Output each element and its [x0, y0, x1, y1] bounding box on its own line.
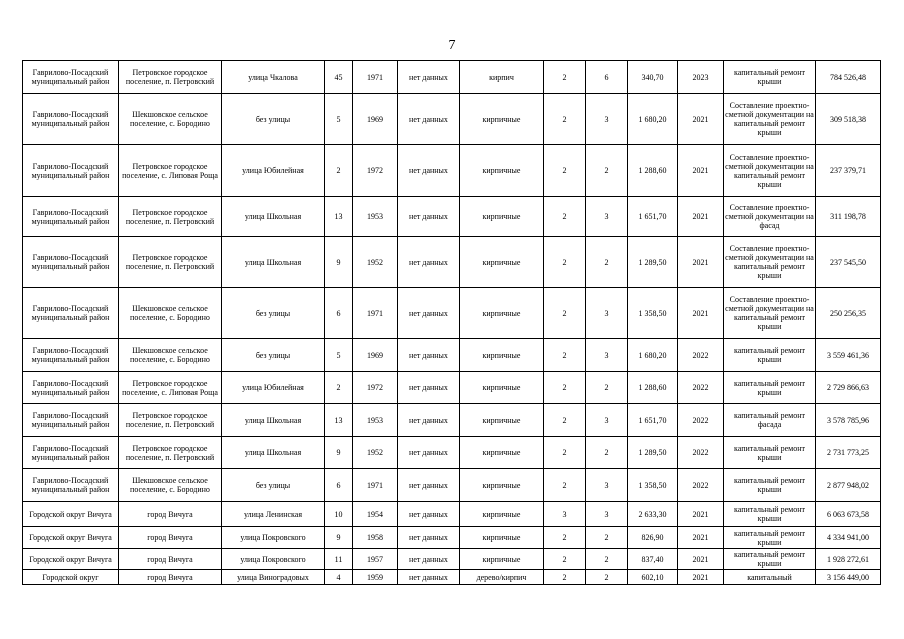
cell-cost: 4 334 941,00 — [816, 527, 881, 549]
cell-settlement: Шекшовское сельское поселение, с. Бородино — [119, 288, 222, 339]
cell-area: 1 288,60 — [628, 372, 678, 404]
cell-area: 1 288,60 — [628, 145, 678, 197]
cell-cost: 2 729 866,63 — [816, 372, 881, 404]
cell-build-year: 1971 — [353, 288, 398, 339]
cell-street: улица Школьная — [222, 404, 325, 437]
cell-wall-material: кирпичные — [460, 404, 544, 437]
cell-floors: 3 — [544, 502, 586, 527]
cell-wall-material: кирпичные — [460, 94, 544, 145]
cell-work-type: Составление проектно-сметной документации на капитальный ремонт крыши — [724, 288, 816, 339]
cell-year: 2021 — [678, 288, 724, 339]
cell-municipality: Гаврилово-Посадский муниципальный район — [23, 437, 119, 469]
cell-year: 2022 — [678, 404, 724, 437]
cell-build-year: 1958 — [353, 527, 398, 549]
cell-cost: 237 379,71 — [816, 145, 881, 197]
cell-house-number: 10 — [325, 502, 353, 527]
cell-house-number: 13 — [325, 404, 353, 437]
cell-area: 837,40 — [628, 549, 678, 570]
cell-entrances: 3 — [586, 197, 628, 237]
cell-area: 1 680,20 — [628, 339, 678, 372]
cell-data-status: нет данных — [398, 469, 460, 502]
cell-municipality: Гаврилово-Посадский муниципальный район — [23, 339, 119, 372]
cell-settlement: Петровское городское поселение, п. Петровский — [119, 437, 222, 469]
cell-area: 1 358,50 — [628, 288, 678, 339]
cell-house-number: 9 — [325, 527, 353, 549]
cell-data-status: нет данных — [398, 404, 460, 437]
cell-work-type: Составление проектно-сметной документации на капитальный ремонт крыши — [724, 237, 816, 288]
cell-year: 2021 — [678, 570, 724, 585]
cell-work-type: капитальный ремонт крыши — [724, 469, 816, 502]
cell-floors: 2 — [544, 527, 586, 549]
cell-data-status: нет данных — [398, 372, 460, 404]
cell-cost: 309 518,38 — [816, 94, 881, 145]
cell-street: без улицы — [222, 94, 325, 145]
cell-street: улица Школьная — [222, 437, 325, 469]
cell-build-year: 1953 — [353, 197, 398, 237]
table-row — [23, 145, 881, 197]
cell-area: 340,70 — [628, 61, 678, 94]
cell-floors: 2 — [544, 61, 586, 94]
cell-year: 2022 — [678, 469, 724, 502]
cell-house-number: 9 — [325, 237, 353, 288]
cell-area: 1 680,20 — [628, 94, 678, 145]
cell-cost: 3 578 785,96 — [816, 404, 881, 437]
table-row — [23, 94, 881, 145]
cell-street: без улицы — [222, 288, 325, 339]
cell-street: без улицы — [222, 469, 325, 502]
cell-data-status: нет данных — [398, 527, 460, 549]
cell-municipality: Гаврилово-Посадский муниципальный район — [23, 145, 119, 197]
table-row — [23, 339, 881, 372]
cell-settlement: город Вичуга — [119, 502, 222, 527]
cell-settlement: Шекшовское сельское поселение, с. Бородино — [119, 469, 222, 502]
cell-year: 2021 — [678, 94, 724, 145]
cell-area: 2 633,30 — [628, 502, 678, 527]
cell-work-type: Составление проектно-сметной документации на капитальный ремонт крыши — [724, 145, 816, 197]
cell-build-year: 1971 — [353, 469, 398, 502]
cell-municipality: Гаврилово-Посадский муниципальный район — [23, 372, 119, 404]
cell-build-year: 1952 — [353, 237, 398, 288]
cell-area: 1 651,70 — [628, 197, 678, 237]
table-row — [23, 570, 881, 585]
cell-municipality: Гаврилово-Посадский муниципальный район — [23, 237, 119, 288]
cell-street: улица Чкалова — [222, 61, 325, 94]
table-row — [23, 404, 881, 437]
cell-entrances: 3 — [586, 288, 628, 339]
cell-cost: 6 063 673,58 — [816, 502, 881, 527]
cell-house-number: 5 — [325, 94, 353, 145]
cell-floors: 2 — [544, 549, 586, 570]
cell-municipality: Гаврилово-Посадский муниципальный район — [23, 94, 119, 145]
table-row — [23, 237, 881, 288]
table-row — [23, 469, 881, 502]
cell-floors: 2 — [544, 570, 586, 585]
cell-settlement: город Вичуга — [119, 549, 222, 570]
cell-house-number: 11 — [325, 549, 353, 570]
cell-entrances: 2 — [586, 570, 628, 585]
table-body — [23, 61, 881, 585]
table-row — [23, 437, 881, 469]
cell-municipality: Гаврилово-Посадский муниципальный район — [23, 61, 119, 94]
cell-entrances: 2 — [586, 549, 628, 570]
cell-cost: 250 256,35 — [816, 288, 881, 339]
cell-settlement: Петровское городское поселение, п. Петровский — [119, 197, 222, 237]
cell-street: улица Юбилейная — [222, 145, 325, 197]
cell-municipality: Городской округ Вичуга — [23, 549, 119, 570]
cell-build-year: 1972 — [353, 145, 398, 197]
cell-area: 826,90 — [628, 527, 678, 549]
cell-cost: 2 877 948,02 — [816, 469, 881, 502]
cell-data-status: нет данных — [398, 197, 460, 237]
table-row — [23, 527, 881, 549]
cell-wall-material: кирпичные — [460, 288, 544, 339]
cell-settlement: Петровское городское поселение, п. Петровский — [119, 404, 222, 437]
cell-year: 2022 — [678, 372, 724, 404]
cell-floors: 2 — [544, 437, 586, 469]
cell-house-number: 4 — [325, 570, 353, 585]
cell-work-type: Составление проектно-сметной документации на капитальный ремонт крыши — [724, 94, 816, 145]
cell-street: без улицы — [222, 339, 325, 372]
cell-street: улица Юбилейная — [222, 372, 325, 404]
cell-wall-material: дерево/кирпич — [460, 570, 544, 585]
cell-house-number: 13 — [325, 197, 353, 237]
cell-wall-material: кирпичные — [460, 437, 544, 469]
cell-municipality: Городской округ — [23, 570, 119, 585]
cell-settlement: город Вичуга — [119, 527, 222, 549]
cell-year: 2021 — [678, 527, 724, 549]
cell-street: улица Школьная — [222, 197, 325, 237]
cell-data-status: нет данных — [398, 437, 460, 469]
cell-wall-material: кирпичные — [460, 339, 544, 372]
cell-build-year: 1957 — [353, 549, 398, 570]
cell-floors: 2 — [544, 288, 586, 339]
cell-cost: 2 731 773,25 — [816, 437, 881, 469]
cell-settlement: город Вичуга — [119, 570, 222, 585]
cell-work-type: капитальный ремонт крыши — [724, 372, 816, 404]
cell-work-type: капитальный ремонт крыши — [724, 437, 816, 469]
cell-municipality: Городской округ Вичуга — [23, 527, 119, 549]
table-row — [23, 288, 881, 339]
table-row — [23, 549, 881, 570]
cell-area: 1 358,50 — [628, 469, 678, 502]
cell-floors: 2 — [544, 404, 586, 437]
cell-work-type: капитальный ремонт крыши — [724, 339, 816, 372]
cell-work-type: капитальный ремонт фасада — [724, 404, 816, 437]
cell-municipality: Гаврилово-Посадский муниципальный район — [23, 197, 119, 237]
cell-municipality: Гаврилово-Посадский муниципальный район — [23, 404, 119, 437]
cell-settlement: Петровское городское поселение, с. Липовая Роща — [119, 145, 222, 197]
cell-build-year: 1969 — [353, 339, 398, 372]
cell-area: 1 651,70 — [628, 404, 678, 437]
cell-entrances: 2 — [586, 437, 628, 469]
cell-data-status: нет данных — [398, 339, 460, 372]
table-row — [23, 197, 881, 237]
cell-settlement: Шекшовское сельское поселение, с. Бородино — [119, 94, 222, 145]
cell-data-status: нет данных — [398, 145, 460, 197]
cell-cost: 3 559 461,36 — [816, 339, 881, 372]
cell-year: 2021 — [678, 502, 724, 527]
cell-year: 2023 — [678, 61, 724, 94]
cell-data-status: нет данных — [398, 61, 460, 94]
cell-area: 1 289,50 — [628, 437, 678, 469]
cell-work-type: капитальный ремонт крыши — [724, 61, 816, 94]
cell-year: 2021 — [678, 145, 724, 197]
cell-work-type: капитальный ремонт крыши — [724, 549, 816, 570]
cell-entrances: 3 — [586, 469, 628, 502]
cell-cost: 237 545,50 — [816, 237, 881, 288]
cell-wall-material: кирпичные — [460, 527, 544, 549]
cell-entrances: 2 — [586, 145, 628, 197]
cell-entrances: 3 — [586, 502, 628, 527]
cell-build-year: 1952 — [353, 437, 398, 469]
cell-street: улица Виноградовых — [222, 570, 325, 585]
cell-wall-material: кирпичные — [460, 197, 544, 237]
cell-year: 2022 — [678, 339, 724, 372]
cell-build-year: 1954 — [353, 502, 398, 527]
cell-floors: 2 — [544, 339, 586, 372]
cell-cost: 1 928 272,61 — [816, 549, 881, 570]
cell-wall-material: кирпичные — [460, 469, 544, 502]
cell-floors: 2 — [544, 469, 586, 502]
cell-cost: 311 198,78 — [816, 197, 881, 237]
cell-house-number: 9 — [325, 437, 353, 469]
cell-floors: 2 — [544, 145, 586, 197]
cell-data-status: нет данных — [398, 288, 460, 339]
cell-build-year: 1969 — [353, 94, 398, 145]
cell-work-type: капитальный — [724, 570, 816, 585]
cell-municipality: Городской округ Вичуга — [23, 502, 119, 527]
cell-street: улица Школьная — [222, 237, 325, 288]
cell-data-status: нет данных — [398, 237, 460, 288]
cell-data-status: нет данных — [398, 502, 460, 527]
table-row — [23, 372, 881, 404]
cell-data-status: нет данных — [398, 549, 460, 570]
cell-house-number: 2 — [325, 372, 353, 404]
cell-floors: 2 — [544, 197, 586, 237]
cell-build-year: 1953 — [353, 404, 398, 437]
cell-build-year: 1959 — [353, 570, 398, 585]
cell-build-year: 1971 — [353, 61, 398, 94]
cell-municipality: Гаврилово-Посадский муниципальный район — [23, 469, 119, 502]
cell-house-number: 5 — [325, 339, 353, 372]
cell-settlement: Шекшовское сельское поселение, с. Бородино — [119, 339, 222, 372]
cell-entrances: 3 — [586, 404, 628, 437]
cell-wall-material: кирпичные — [460, 237, 544, 288]
cell-house-number: 6 — [325, 469, 353, 502]
cell-entrances: 2 — [586, 527, 628, 549]
cell-street: улица Ленинская — [222, 502, 325, 527]
cell-build-year: 1972 — [353, 372, 398, 404]
cell-wall-material: кирпичные — [460, 145, 544, 197]
cell-work-type: Составление проектно-сметной документации на фасад — [724, 197, 816, 237]
building-repair-table — [22, 60, 881, 585]
cell-year: 2021 — [678, 197, 724, 237]
cell-settlement: Петровское городское поселение, п. Петровский — [119, 61, 222, 94]
cell-house-number: 45 — [325, 61, 353, 94]
cell-street: улица Покровского — [222, 549, 325, 570]
cell-municipality: Гаврилово-Посадский муниципальный район — [23, 288, 119, 339]
cell-entrances: 3 — [586, 339, 628, 372]
cell-wall-material: кирпичные — [460, 502, 544, 527]
table-row — [23, 502, 881, 527]
cell-entrances: 2 — [586, 237, 628, 288]
cell-settlement: Петровское городское поселение, п. Петровский — [119, 237, 222, 288]
cell-data-status: нет данных — [398, 94, 460, 145]
cell-year: 2021 — [678, 549, 724, 570]
cell-area: 1 289,50 — [628, 237, 678, 288]
cell-entrances: 6 — [586, 61, 628, 94]
page-number: 7 — [448, 38, 456, 53]
cell-year: 2022 — [678, 437, 724, 469]
cell-floors: 2 — [544, 94, 586, 145]
cell-entrances: 3 — [586, 94, 628, 145]
cell-street: улица Покровского — [222, 527, 325, 549]
cell-work-type: капитальный ремонт крыши — [724, 527, 816, 549]
cell-cost: 3 156 449,00 — [816, 570, 881, 585]
cell-house-number: 6 — [325, 288, 353, 339]
cell-floors: 2 — [544, 372, 586, 404]
cell-area: 602,10 — [628, 570, 678, 585]
cell-data-status: нет данных — [398, 570, 460, 585]
cell-entrances: 2 — [586, 372, 628, 404]
cell-cost: 784 526,48 — [816, 61, 881, 94]
table-row — [23, 61, 881, 94]
cell-wall-material: кирпич — [460, 61, 544, 94]
cell-floors: 2 — [544, 237, 586, 288]
cell-wall-material: кирпичные — [460, 549, 544, 570]
cell-wall-material: кирпичные — [460, 372, 544, 404]
cell-house-number: 2 — [325, 145, 353, 197]
cell-settlement: Петровское городское поселение, с. Липовая Роща — [119, 372, 222, 404]
cell-work-type: капитальный ремонт крыши — [724, 502, 816, 527]
cell-year: 2021 — [678, 237, 724, 288]
